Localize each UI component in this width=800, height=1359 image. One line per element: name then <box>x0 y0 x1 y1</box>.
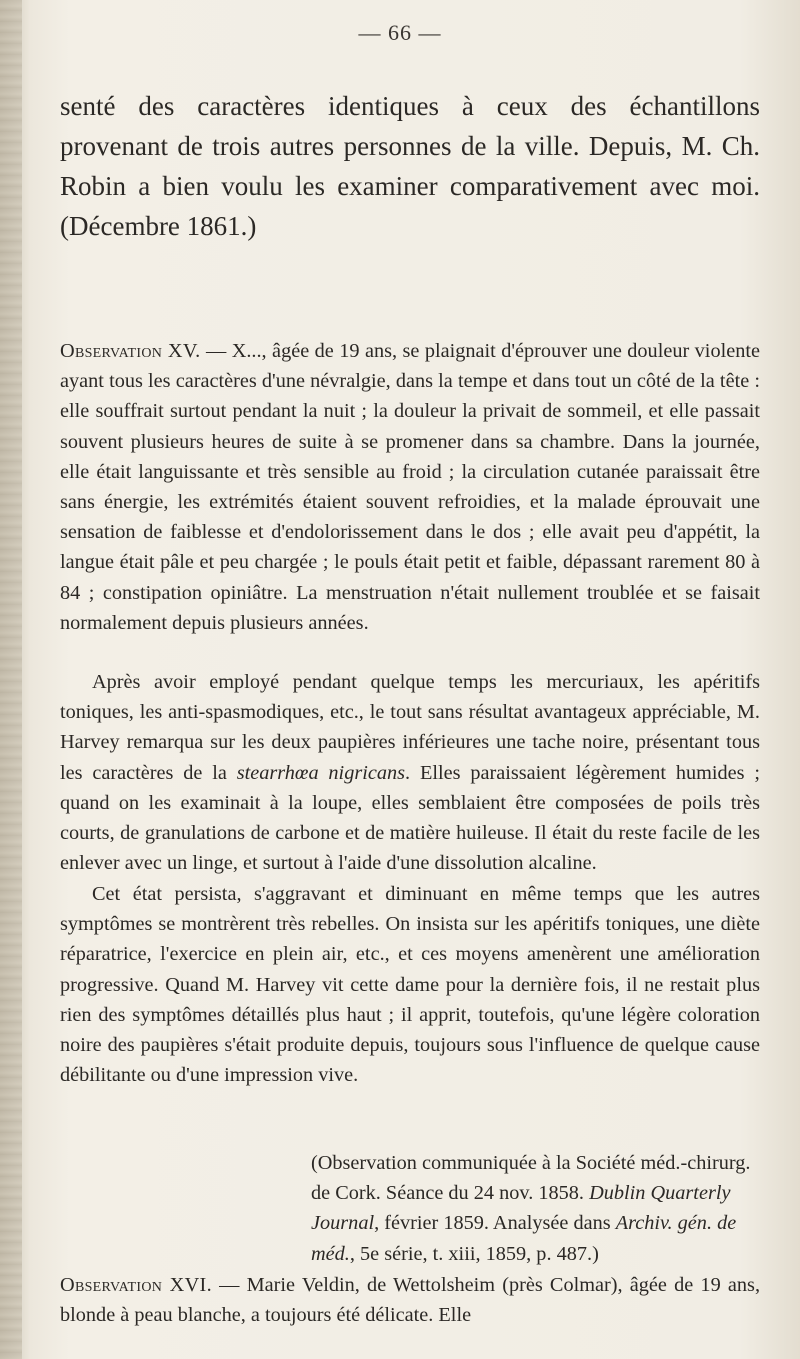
observation-16-text: — Marie Veldin, de Wettolsheim (près Colmar), âgée de 19 ans, blonde à peau blanche, a toujours été délicate. Elle <box>60 1274 761 1327</box>
observation-15-label: Observation XV. <box>60 340 201 362</box>
observation-15-paragraph <box>60 336 760 638</box>
source-part-1: (Observation communiquée à la Société méd.-chirurg. de Cork. Séance du 24 nov. 1858. <box>311 1152 751 1205</box>
observation-16-label: Observation XVI. <box>60 1274 212 1296</box>
source-archive: Archiv. gén. de méd. <box>311 1212 737 1265</box>
page-gutter <box>0 0 22 1359</box>
source-journal: Dublin Quarterly Journal <box>311 1182 731 1235</box>
source-citation <box>311 1148 761 1269</box>
source-part-2: , février 1859. Analysée dans <box>374 1212 616 1235</box>
intro-paragraph: senté des caractères identiques à ceux des échantillons provenant de trois autres personnes de la ville. Depuis, M. Ch. Robin a bien voulu les examiner comparativement avec moi. (Décembre 1861.) <box>60 91 760 241</box>
treatment-paragraph <box>60 667 760 878</box>
treatment-text-before: Après avoir employé pendant quelque temps les mercuriaux, les apéritifs toniques, les anti-spasmodiques, etc., le tout sans résultat avantageux appréciable, M. Harvey remarqua sur les deux paupières inférieures une tache noire, présentant tous les caractères de la <box>60 671 760 784</box>
observation-16-paragraph <box>60 1270 760 1330</box>
observation-15-text: — X..., âgée de 19 ans, se plaignait d'éprouver une douleur violente ayant tous les caractères d'une névralgie, dans la tempe et dans tout un côté de la tête : elle souffrait surtout pendant la nuit ; la douleur la privait de sommeil, et elle passait souvent plusieurs heures de suite à se promener dans sa chambre. Dans la journée, elle était languissante et très sensible au froid ; la circulation cutanée paraissait être sans énergie, les extrémités étaient souvent refroidies, et la malade éprouvait une sensation de faiblesse et d'endolorissement dans le dos ; elle avait peu d'appétit, la langue était pâle et peu chargée ; le pouls était petit et faible, dépassant rarement 80 à 84 ; constipation opiniâtre. La menstruation n'était nullement troublée et se faisait normalement depuis plusieurs années. <box>60 340 760 634</box>
treatment-text-after: . Elles paraissaient légèrement humides ; quand on les examinait à la loupe, elles semblaient être composées de poils très courts, de granulations de carbone et de matière huileuse. Il était du reste facile de les enlever avec un linge, et surtout à l'aide d'une dissolution alcaline. <box>60 761 761 875</box>
outcome-paragraph: Cet état persista, s'aggravant et diminuant en même temps que les autres symptômes se montrèrent très rebelles. On insista sur les apéritifs toniques, une diète réparatrice, l'exercice en plein air, etc., et ces moyens amenèrent une amélioration progressive. Quand M. Harvey vit cette dame pour la dernière fois, il ne restait plus rien des symptômes détaillés plus haut ; il apprit, toutefois, qu'une légère coloration noire des paupières s'était produite depuis, toujours sous l'influence de quelque cause débilitante ou d'une impression vive. <box>60 883 760 1087</box>
species-name: stearrhœa nigricans <box>236 761 406 784</box>
page-number: — 66 — <box>358 20 442 45</box>
source-part-3: , 5e série, t. xiii, 1859, p. 487.) <box>349 1242 599 1265</box>
